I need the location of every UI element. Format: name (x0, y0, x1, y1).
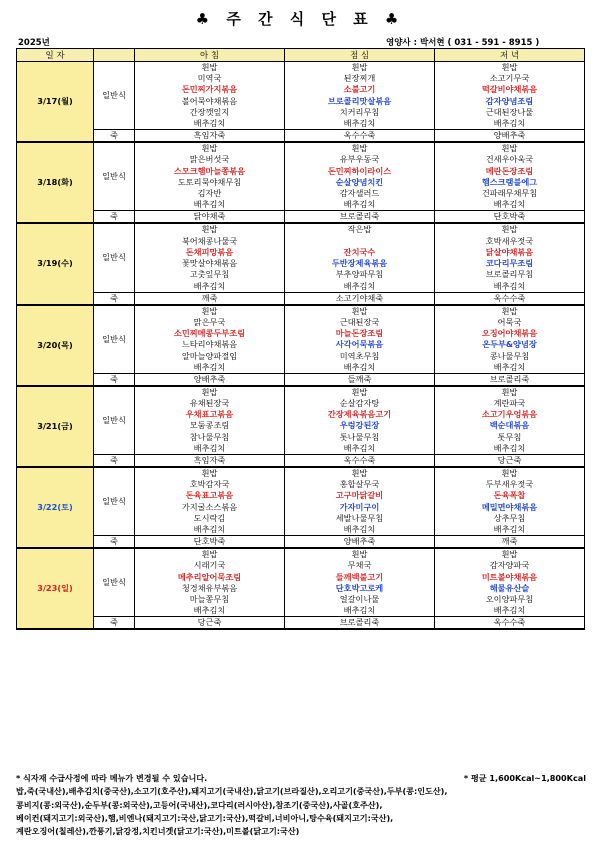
breakfast-porridge: 흑임자죽 (135, 130, 285, 143)
dinner-porridge: 당근죽 (435, 454, 585, 467)
dinner-porridge: 양배추죽 (435, 130, 585, 143)
breakfast-porridge: 깨죽 (135, 292, 285, 305)
menu-row (17, 386, 585, 398)
breakfast-dish: 맑은무국 (135, 317, 285, 328)
day-date: 3/23(일) (17, 548, 94, 629)
breakfast-dish: 흰밥 (135, 467, 285, 479)
porridge-row (17, 211, 585, 224)
breakfast-dish: 북어채콩나물국 (135, 235, 285, 246)
breakfast-dish: 시래기국 (135, 560, 285, 571)
breakfast-dish: 유채된장국 (135, 398, 285, 409)
breakfast-dish: 배추김치 (135, 362, 285, 374)
breakfast-dish: 배추김치 (135, 605, 285, 617)
notes (16, 772, 586, 838)
breakfast-dish: 청경채유부볶음 (135, 583, 285, 594)
day-date: 3/21(금) (17, 386, 94, 467)
dinner-dish: 어묵국 (435, 317, 585, 328)
lunch-dish: 얼갈이나물 (285, 594, 435, 605)
calorie-notice: * 평균 1,600Kcal~1,800Kcal (463, 773, 586, 783)
lunch-porridge: 옥수수죽 (285, 454, 435, 467)
weekly-menu-table (16, 48, 585, 630)
dinner-dish: 코다리무조림 (435, 258, 585, 269)
lunch-dish: 흰밥 (285, 548, 435, 560)
dinner-dish: 감자양파국 (435, 560, 585, 571)
origin-line: 베이컨(돼지고기:외국산),햄,비엔나(돼지고기:국산,닭고기:국산),떡갈비,너비아니,탕수육(돼지고기:국산), (16, 812, 394, 823)
lunch-dish: 부추양파무침 (285, 269, 435, 280)
lunch-dish: 간장제육볶음고기 (285, 409, 435, 420)
general-meal-label: 일반식 (94, 386, 135, 455)
lunch-dish: 미역초무침 (285, 350, 435, 361)
dinner-dish: 배추김치 (435, 199, 585, 211)
lunch-dish: 잔치국수 (285, 247, 435, 258)
general-meal-label: 일반식 (94, 223, 135, 292)
porridge-row (17, 292, 585, 305)
porridge-row (17, 454, 585, 467)
lunch-dish: 홍합살무국 (285, 479, 435, 490)
lunch-dish: 톳나물무침 (285, 432, 435, 443)
general-meal-label: 일반식 (94, 305, 135, 374)
breakfast-dish: 메추리알어묵조림 (135, 571, 285, 582)
dinner-dish: 배추김치 (435, 118, 585, 130)
breakfast-porridge: 양배추죽 (135, 373, 285, 386)
year-label: 2025년 (18, 38, 50, 48)
porridge-label: 죽 (94, 373, 135, 386)
menu-body (17, 62, 585, 630)
breakfast-dish: 알마늘양파절임 (135, 350, 285, 361)
porridge-row (17, 373, 585, 386)
dietitian-contact: 영양사 : 박서현 ( 031 - 591 - 8915 ) (386, 38, 540, 48)
breakfast-dish: 간장깻잎지 (135, 107, 285, 118)
lunch-dish: 순살감자탕 (285, 398, 435, 409)
lunch-dish: 고구마닭갈비 (285, 490, 435, 501)
dinner-dish: 해물유산슬 (435, 583, 585, 594)
dinner-dish: 배추김치 (435, 362, 585, 374)
porridge-label: 죽 (94, 454, 135, 467)
day-date: 3/20(목) (17, 305, 94, 386)
dinner-dish: 배추김치 (435, 605, 585, 617)
header-dinner: 저 녁 (435, 49, 585, 62)
origin-line: 계란오징어(칠레산),깐풍기,닭강정,치킨너겟(닭고기:국산),미트볼(닭고기:국산) (16, 826, 300, 837)
dinner-dish: 배추김치 (435, 443, 585, 455)
lunch-dish: 들깨백불고기 (285, 571, 435, 582)
breakfast-dish: 미역국 (135, 73, 285, 84)
breakfast-dish: 배추김치 (135, 524, 285, 536)
lunch-porridge: 브로콜리죽 (285, 617, 435, 630)
breakfast-dish: 호박감자국 (135, 479, 285, 490)
header-day: 일 자 (17, 49, 94, 62)
porridge-label: 죽 (94, 211, 135, 224)
dinner-dish: 흰밥 (435, 467, 585, 479)
lunch-dish: 배추김치 (285, 362, 435, 374)
dinner-dish: 돈육폭찹 (435, 490, 585, 501)
day-date: 3/17(월) (17, 62, 94, 143)
dinner-dish: 감자양념조림 (435, 96, 585, 107)
breakfast-dish: 가지굴소스볶음 (135, 502, 285, 513)
breakfast-dish: 소민찌메콩두부조림 (135, 328, 285, 339)
dinner-dish: 떡갈비야채볶음 (435, 84, 585, 95)
breakfast-dish: 마늘쫑무침 (135, 594, 285, 605)
lunch-dish: 흰밥 (285, 386, 435, 398)
breakfast-dish: 배추김치 (135, 443, 285, 455)
lunch-dish: 감자샐러드 (285, 188, 435, 199)
lunch-porridge: 소고기야채죽 (285, 292, 435, 305)
lunch-dish (285, 235, 435, 246)
day-date: 3/18(화) (17, 142, 94, 223)
dinner-dish: 상추무침 (435, 513, 585, 524)
breakfast-dish: 돈채피망볶음 (135, 247, 285, 258)
dinner-dish: 배추김치 (435, 524, 585, 536)
dinner-dish: 흰밥 (435, 62, 585, 74)
lunch-dish: 치커리무침 (285, 107, 435, 118)
dinner-porridge: 브로콜리죽 (435, 373, 585, 386)
breakfast-dish: 참나물무침 (135, 432, 285, 443)
lunch-dish: 작은밥 (285, 223, 435, 235)
change-notice: * 식자재 수급사정에 따라 메뉴가 변경될 수 있습니다. (16, 773, 208, 783)
lunch-dish: 순살양념치킨 (285, 177, 435, 188)
dinner-dish: 콩나물무침 (435, 350, 585, 361)
dinner-dish: 메란돈장조림 (435, 165, 585, 176)
breakfast-dish: 스모크햄마늘쫑볶음 (135, 165, 285, 176)
menu-row (17, 223, 585, 235)
dinner-dish: 백순대볶음 (435, 420, 585, 431)
general-meal-label: 일반식 (94, 467, 135, 536)
breakfast-dish: 흰밥 (135, 305, 285, 317)
dinner-dish: 건새우아욱국 (435, 154, 585, 165)
breakfast-dish: 배추김치 (135, 281, 285, 293)
lunch-dish: 세발나물무침 (285, 513, 435, 524)
menu-row (17, 305, 585, 317)
header-lunch: 점 심 (285, 49, 435, 62)
lunch-dish: 된장찌개 (285, 73, 435, 84)
breakfast-dish: 김자반 (135, 188, 285, 199)
lunch-dish: 배추김치 (285, 443, 435, 455)
dinner-porridge: 단호박죽 (435, 211, 585, 224)
table-header-row (17, 49, 585, 62)
page-title: ♣ 주 간 식 단 표 ♣ (195, 10, 405, 28)
dinner-dish: 미트볼야채볶음 (435, 571, 585, 582)
dinner-porridge: 깨죽 (435, 536, 585, 549)
breakfast-porridge: 당근죽 (135, 617, 285, 630)
menu-row (17, 548, 585, 560)
breakfast-dish: 배추김치 (135, 118, 285, 130)
porridge-label: 죽 (94, 536, 135, 549)
breakfast-dish: 우채표고볶음 (135, 409, 285, 420)
lunch-dish: 두반장제육볶음 (285, 258, 435, 269)
breakfast-dish: 배추김치 (135, 199, 285, 211)
lunch-dish: 흰밥 (285, 467, 435, 479)
lunch-dish: 유부우동국 (285, 154, 435, 165)
dinner-dish: 흰밥 (435, 223, 585, 235)
breakfast-dish: 흰밥 (135, 142, 285, 154)
breakfast-dish: 맑은버섯국 (135, 154, 285, 165)
breakfast-dish: 도시락김 (135, 513, 285, 524)
lunch-dish: 단호박고로케 (285, 583, 435, 594)
menu-row (17, 467, 585, 479)
lunch-dish: 배추김치 (285, 281, 435, 293)
lunch-porridge: 브로콜리죽 (285, 211, 435, 224)
menu-row (17, 142, 585, 154)
general-meal-label: 일반식 (94, 548, 135, 617)
lunch-dish: 배추김치 (285, 524, 435, 536)
dinner-porridge: 옥수수죽 (435, 617, 585, 630)
dinner-dish: 흰밥 (435, 142, 585, 154)
dinner-dish: 소고기우엉볶음 (435, 409, 585, 420)
lunch-dish: 가자미구이 (285, 502, 435, 513)
lunch-dish: 브로콜리맛살볶음 (285, 96, 435, 107)
lunch-porridge: 들깨죽 (285, 373, 435, 386)
breakfast-porridge: 흑임자죽 (135, 454, 285, 467)
dinner-dish: 호박새우젓국 (435, 235, 585, 246)
header-kind (94, 49, 135, 62)
dinner-dish: 닭살야채볶음 (435, 247, 585, 258)
porridge-row (17, 536, 585, 549)
breakfast-dish: 돈민찌가지볶음 (135, 84, 285, 95)
breakfast-dish: 흰밥 (135, 223, 285, 235)
dinner-dish: 흰밥 (435, 305, 585, 317)
menu-row (17, 62, 585, 74)
breakfast-porridge: 단호박죽 (135, 536, 285, 549)
dinner-dish: 흰밥 (435, 386, 585, 398)
dinner-dish: 톳무침 (435, 432, 585, 443)
dinner-dish: 브로콜리무침 (435, 269, 585, 280)
dinner-porridge: 옥수수죽 (435, 292, 585, 305)
porridge-row (17, 617, 585, 630)
porridge-label: 죽 (94, 617, 135, 630)
lunch-dish: 우렁강된장 (285, 420, 435, 431)
lunch-dish: 마늘돈장조림 (285, 328, 435, 339)
breakfast-dish: 모둠콩조림 (135, 420, 285, 431)
dinner-dish: 햄스크램블에그 (435, 177, 585, 188)
breakfast-dish: 느타리야채볶음 (135, 339, 285, 350)
origin-line: 콩비지(콩:외국산),순두부(콩:외국산),고등어(국내산),코다리(러시아산),참조기(중국산),사골(호주산), (16, 799, 383, 810)
breakfast-dish: 흰밥 (135, 62, 285, 74)
breakfast-dish: 흰밥 (135, 548, 285, 560)
dinner-dish: 오이양파무침 (435, 594, 585, 605)
general-meal-label: 일반식 (94, 62, 135, 130)
dinner-dish: 배추김치 (435, 281, 585, 293)
lunch-dish: 흰밥 (285, 305, 435, 317)
breakfast-dish: 고춧잎무침 (135, 269, 285, 280)
lunch-dish: 돈민찌하이라이스 (285, 165, 435, 176)
lunch-dish: 무채국 (285, 560, 435, 571)
porridge-row (17, 130, 585, 143)
dinner-dish: 계란파국 (435, 398, 585, 409)
day-date: 3/19(수) (17, 223, 94, 304)
breakfast-porridge: 닭야채죽 (135, 211, 285, 224)
dinner-dish: 건파래무채무침 (435, 188, 585, 199)
origin-line: 밥,죽(국내산),배추김치(중국산),소고기(호주산),돼지고기(국내산),닭고기(브라질산),오리고기(중국산),두부(콩:인도산), (16, 786, 448, 797)
breakfast-dish: 꽃맛살야채볶음 (135, 258, 285, 269)
lunch-dish: 배추김치 (285, 199, 435, 211)
lunch-dish: 근대된장국 (285, 317, 435, 328)
lunch-dish: 사각어묵볶음 (285, 339, 435, 350)
lunch-dish: 배추김치 (285, 605, 435, 617)
dinner-dish: 흰밥 (435, 548, 585, 560)
lunch-dish: 흰밥 (285, 62, 435, 74)
breakfast-dish: 돈육표고볶음 (135, 490, 285, 501)
dinner-dish: 메밀면야채볶음 (435, 502, 585, 513)
lunch-dish: 흰밥 (285, 142, 435, 154)
dinner-dish: 소고기무국 (435, 73, 585, 84)
header-breakfast: 아 침 (135, 49, 285, 62)
porridge-label: 죽 (94, 292, 135, 305)
dinner-dish: 온두부&양념장 (435, 339, 585, 350)
breakfast-dish: 도토리묵야채무침 (135, 177, 285, 188)
dinner-dish: 두부새우젓국 (435, 479, 585, 490)
dinner-dish: 근대된장나물 (435, 107, 585, 118)
breakfast-dish: 볼어묵야채볶음 (135, 96, 285, 107)
day-date: 3/22(토) (17, 467, 94, 548)
lunch-porridge: 옥수수죽 (285, 130, 435, 143)
lunch-dish: 배추김치 (285, 118, 435, 130)
lunch-porridge: 양배추죽 (285, 536, 435, 549)
porridge-label: 죽 (94, 130, 135, 143)
general-meal-label: 일반식 (94, 142, 135, 211)
dinner-dish: 오징어야채볶음 (435, 328, 585, 339)
lunch-dish: 소불고기 (285, 84, 435, 95)
breakfast-dish: 흰밥 (135, 386, 285, 398)
